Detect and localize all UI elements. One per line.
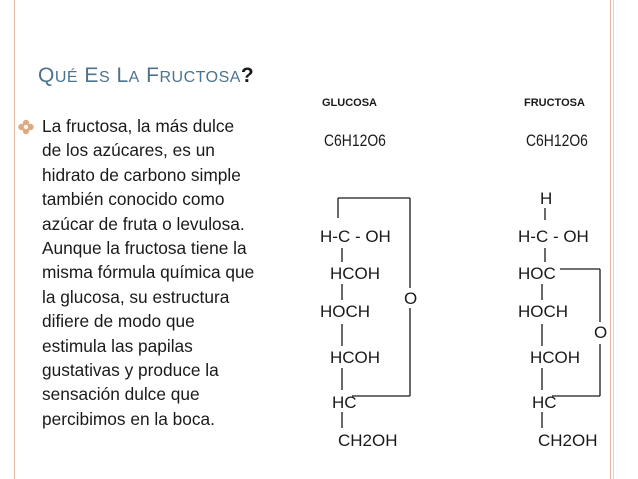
fructose-name-label: FRUCTOSA <box>524 97 585 109</box>
body-text-line: percibimos en la boca. <box>42 408 215 429</box>
fructose-formula-label: C6H12O6 <box>526 131 588 151</box>
fructose-chain-c3: HOCH <box>518 302 569 321</box>
body-text-line: azúcar de fruta o levulosa. <box>42 213 245 234</box>
slide-frame-right-line-inner <box>613 0 614 479</box>
slide-title-question-mark: ? <box>240 64 255 87</box>
body-text-line: sensación dulce que <box>42 384 200 405</box>
title-word-initial: Q <box>38 64 55 87</box>
body-text-line: gustativas y produce la <box>42 360 219 381</box>
glucose-chain-c3: HOCH <box>320 302 371 321</box>
fructose-top-hydrogen: H <box>540 189 553 208</box>
body-text-line: misma fórmula química que <box>42 262 255 283</box>
glucose-fructose-structure-diagram <box>308 86 610 458</box>
glucose-chain-c1: H-C - OH <box>320 227 391 246</box>
body-text-line: difiere de modo que <box>42 311 195 332</box>
glucose-formula-label: C6H12O6 <box>324 131 386 151</box>
body-text-line: la glucosa, su estructura <box>42 286 230 307</box>
glucose-chain-c6: CH2OH <box>338 431 398 450</box>
title-word-initial: F <box>146 64 160 87</box>
slide-body-paragraph <box>42 114 298 431</box>
fructose-chain-c1: H-C - OH <box>518 227 589 246</box>
glucose-chain-c2: HCOH <box>330 264 381 283</box>
title-word-rest: UÉ <box>54 69 79 86</box>
title-word-rest: RUCTOSA <box>159 69 241 86</box>
glucose-name-label: GLUCOSA <box>322 97 377 109</box>
glucose-chain-c4: HCOH <box>330 348 381 367</box>
fructose-ring-oxygen: O <box>594 323 608 342</box>
glucose-chain-c5: HC <box>332 393 357 412</box>
glucose-ring-oxygen: O <box>404 289 418 308</box>
slide-title <box>38 64 254 88</box>
title-word-rest: A <box>128 69 140 86</box>
fructose-chain-c6: CH2OH <box>538 431 598 450</box>
fructose-chain-c2: HOC <box>518 264 556 283</box>
fructose-chain-c4: HCOH <box>530 348 581 367</box>
slide-frame-left-line <box>14 0 15 479</box>
title-word-initial: E <box>84 64 99 87</box>
body-text-line: estimula las papilas <box>42 335 193 356</box>
body-text-line: de los azúcares, es un <box>42 140 215 161</box>
body-text-line: Aunque la fructosa tiene la <box>42 238 247 259</box>
title-word-initial: L <box>116 64 129 87</box>
slide-title-text <box>38 64 241 87</box>
title-word-rest: S <box>98 69 111 86</box>
body-text-line: La fructosa, la más dulce <box>42 116 235 136</box>
fructose-chain-c5: HC <box>532 393 557 412</box>
body-text-line: también conocido como <box>42 189 225 210</box>
body-text-line: hidrato de carbono simple <box>42 164 241 185</box>
slide-frame-right-line <box>610 0 611 479</box>
diamond-cross-bullet-icon <box>16 118 36 136</box>
